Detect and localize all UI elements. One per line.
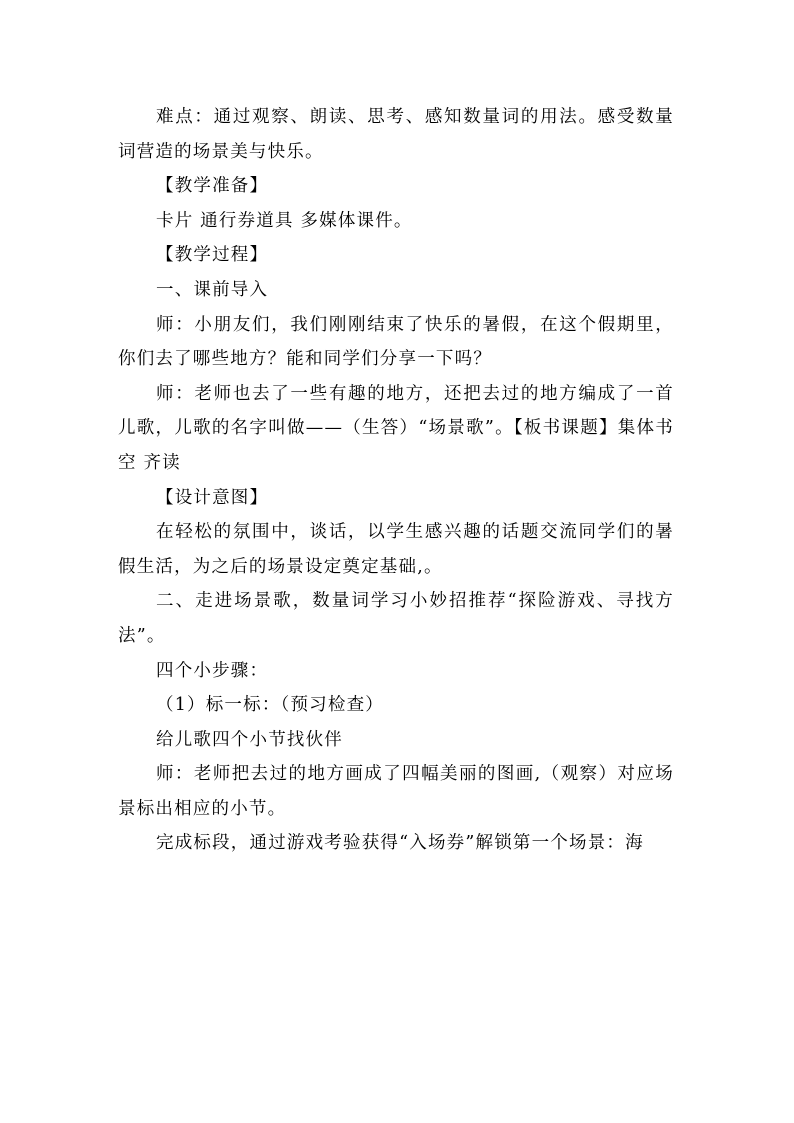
section-heading-teaching-process: 【教学过程】	[156, 245, 269, 266]
document-body	[118, 100, 674, 861]
subheading-scene-song: 二、走进场景歌，数量词学习小妙招推荐“探险游戏、寻找方法”。	[118, 591, 674, 646]
subheading-intro: 一、课前导入	[156, 279, 269, 300]
paragraph-difficulty: 难点：通过观察、朗读、思考、感知数量词的用法。感受数量词营造的场景美与快乐。	[118, 107, 674, 162]
section-heading-teaching-preparation: 【教学准备】	[156, 176, 269, 197]
paragraph-step-one: （1）标一标：（预习检查）	[156, 695, 384, 716]
section-heading-design-intent: 【设计意图】	[156, 487, 269, 508]
paragraph-find-partners: 给儿歌四个小节找伙伴	[156, 729, 343, 750]
paragraph-teacher-question: 师：小朋友们，我们刚刚结束了快乐的暑假，在这个假期里，你们去了哪些地方？能和同学们分享一下吗？	[118, 314, 674, 370]
paragraph-materials: 卡片 通行券道具 多媒体课件。	[156, 210, 413, 231]
paragraph-complete-sections: 完成标段，通过游戏考验获得“入场券”解锁第一个场景：海	[156, 833, 644, 854]
paragraph-four-steps: 四个小步骤：	[156, 660, 269, 681]
paragraph-teacher-song: 师：老师也去了一些有趣的地方，还把去过的地方编成了一首儿歌，儿歌的名字叫做——（生答）“场景歌”。【板书课题】集体书空 齐读	[118, 383, 674, 473]
paragraph-teacher-pictures: 师：老师把去过的地方画成了四幅美丽的图画,（观察）对应场景标出相应的小节。	[118, 764, 674, 819]
paragraph-design-intent: 在轻松的氛围中，谈话，以学生感兴趣的话题交流同学们的暑假生活，为之后的场景设定奠定基础,。	[118, 522, 674, 577]
